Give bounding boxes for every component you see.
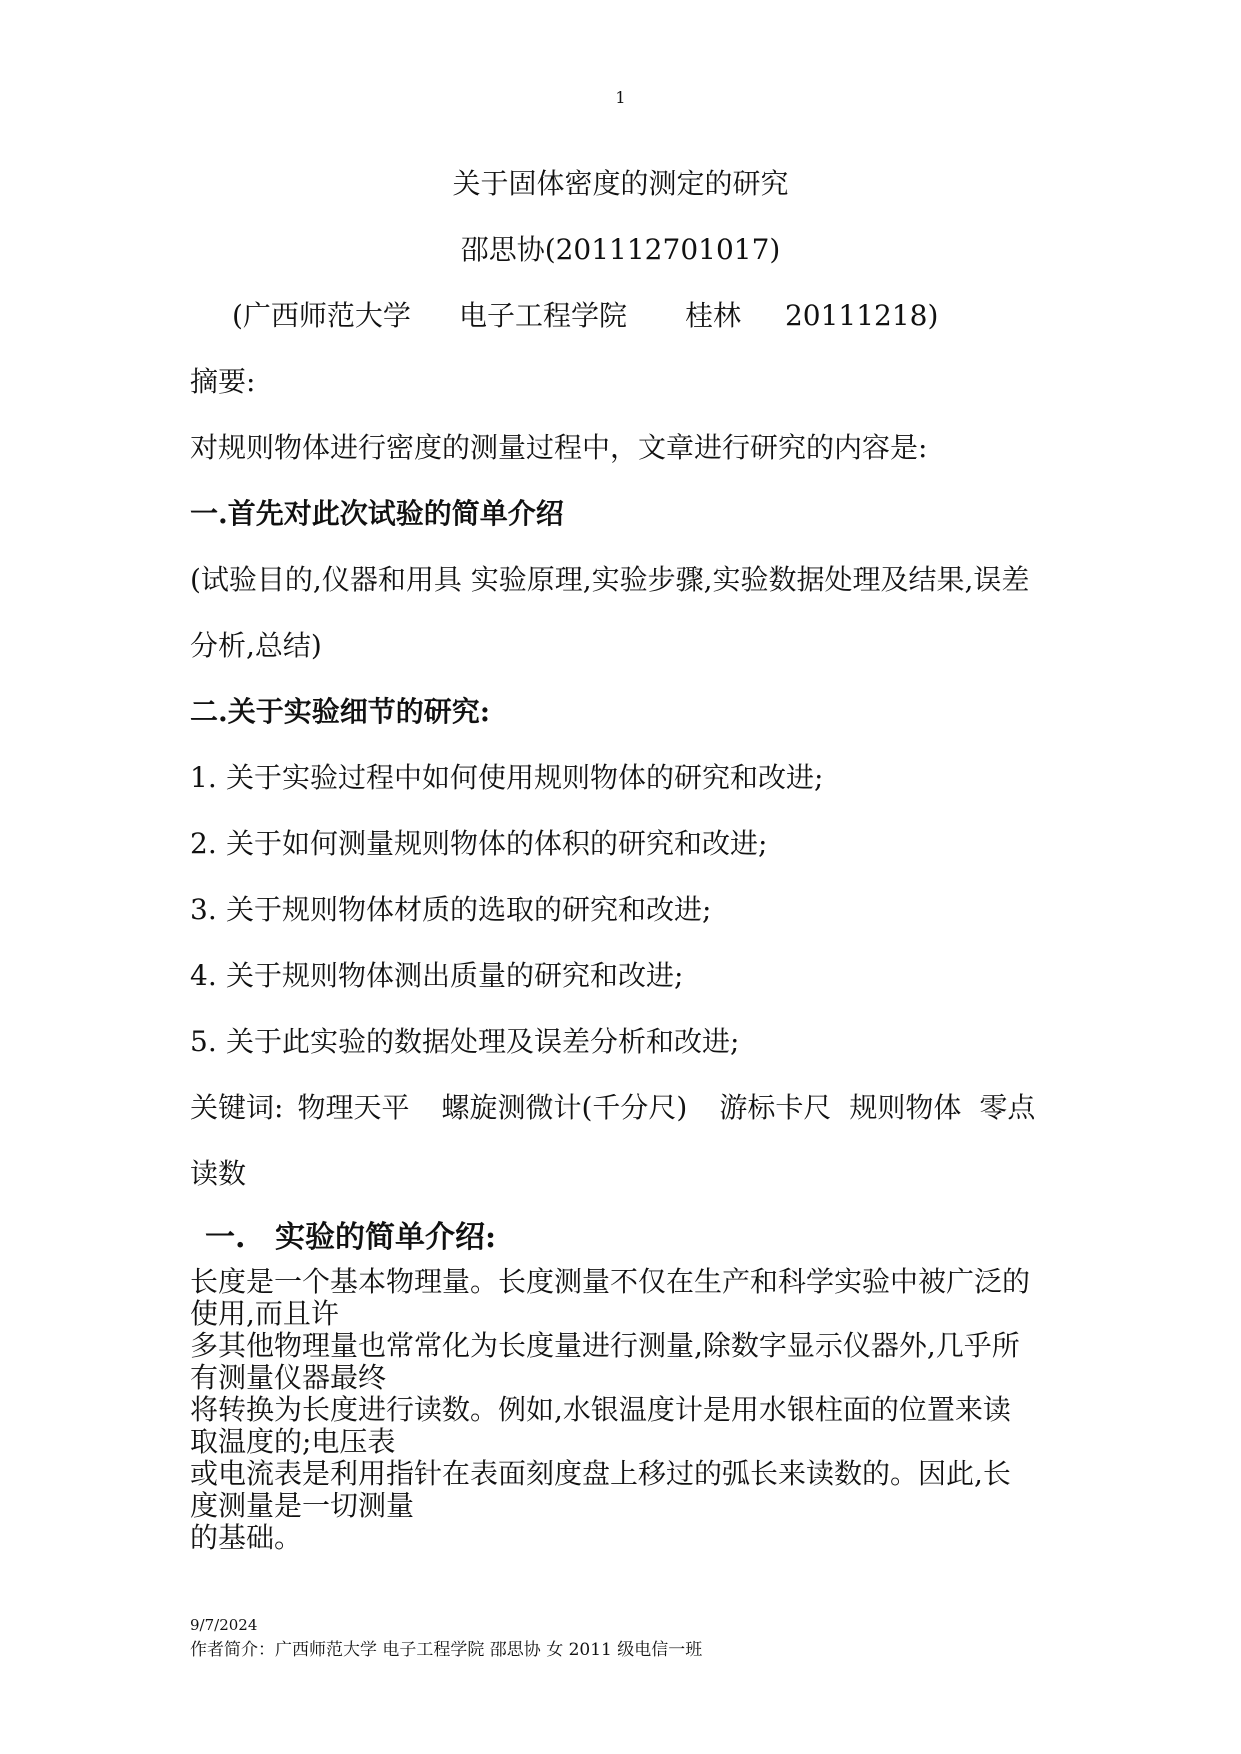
list-item-number: 5.	[190, 1025, 217, 1058]
author-bio-footnote: 作者简介：广西师范大学 电子工程学院 邵思协 女 2011 级电信一班	[190, 1640, 703, 1660]
part1-detail-line1: (试验目的,仪器和用具 实验原理,实验步骤,实验数据处理及结果,误差	[190, 563, 1030, 596]
list-item	[190, 954, 683, 994]
part1-detail-line2: 分析,总结)	[190, 629, 322, 662]
list-item	[190, 822, 767, 862]
footer-date: 9/7/2024	[190, 1616, 258, 1634]
keyword: 螺旋测微计(千分尺)	[441, 1091, 688, 1124]
paragraph-line: 取温度的;电压表	[190, 1425, 396, 1458]
list-item-text: 关于实验过程中如何使用规则物体的研究和改进;	[226, 761, 824, 794]
keywords-line	[190, 1086, 1035, 1126]
abstract-label: 摘要:	[190, 365, 256, 398]
paragraph-line: 将转换为长度进行读数。例如,水银温度计是用水银柱面的位置来读	[190, 1393, 1011, 1426]
affiliation-school: 电子工程学院	[458, 299, 627, 332]
keyword: 零点	[979, 1091, 1036, 1124]
list-item	[190, 756, 823, 796]
paragraph-line: 使用,而且许	[190, 1297, 339, 1330]
list-item-number: 2.	[190, 827, 217, 860]
keyword: 规则物体	[849, 1091, 962, 1124]
list-item	[190, 888, 711, 928]
paragraph-line: 度测量是一切测量	[190, 1489, 415, 1522]
list-item-text: 关于如何测量规则物体的体积的研究和改进;	[226, 827, 768, 860]
section-paragraph	[190, 1266, 1060, 1554]
paragraph-line: 长度是一个基本物理量。长度测量不仅在生产和科学实验中被广泛的	[190, 1265, 1031, 1298]
paragraph-line: 或电流表是利用指针在表面刻度盘上移过的弧长来读数的。因此,长	[190, 1457, 1011, 1490]
keyword: 游标卡尺	[719, 1091, 832, 1124]
list-item-number: 3.	[190, 893, 217, 926]
section-title: 实验的简单介绍:	[275, 1220, 497, 1255]
part1-heading: 一.首先对此次试验的简单介绍	[190, 497, 564, 530]
affiliation-date: 20111218)	[784, 299, 939, 332]
abstract-intro: 对规则物体进行密度的测量过程中，文章进行研究的内容是:	[190, 431, 928, 464]
section-heading	[205, 1212, 496, 1256]
list-item	[190, 1020, 739, 1060]
keywords-continuation: 读数	[190, 1157, 247, 1190]
list-item-text: 关于规则物体测出质量的研究和改进;	[226, 959, 684, 992]
page-number: 1	[615, 88, 626, 107]
part2-heading: 二.关于实验细节的研究:	[190, 695, 491, 728]
keyword: 物理天平	[297, 1091, 410, 1124]
affiliation-line	[232, 294, 938, 334]
list-item-text: 关于此实验的数据处理及误差分析和改进;	[226, 1025, 740, 1058]
list-item-number: 4.	[190, 959, 217, 992]
keywords-label: 关键词:	[190, 1091, 284, 1124]
list-item-number: 1.	[190, 761, 217, 794]
affiliation-university: (广西师范大学	[232, 299, 411, 332]
paragraph-line: 有测量仪器最终	[190, 1361, 387, 1394]
list-item-text: 关于规则物体材质的选取的研究和改进;	[226, 893, 712, 926]
paragraph-line: 的基础。	[190, 1521, 303, 1554]
paper-title: 关于固体密度的测定的研究	[452, 167, 789, 200]
affiliation-city: 桂林	[684, 299, 741, 332]
paragraph-line: 多其他物理量也常常化为长度量进行测量,除数字显示仪器外,几乎所	[190, 1329, 1020, 1362]
author-line: 邵思协(201112701017)	[460, 233, 781, 266]
section-number: 一.	[205, 1220, 246, 1255]
